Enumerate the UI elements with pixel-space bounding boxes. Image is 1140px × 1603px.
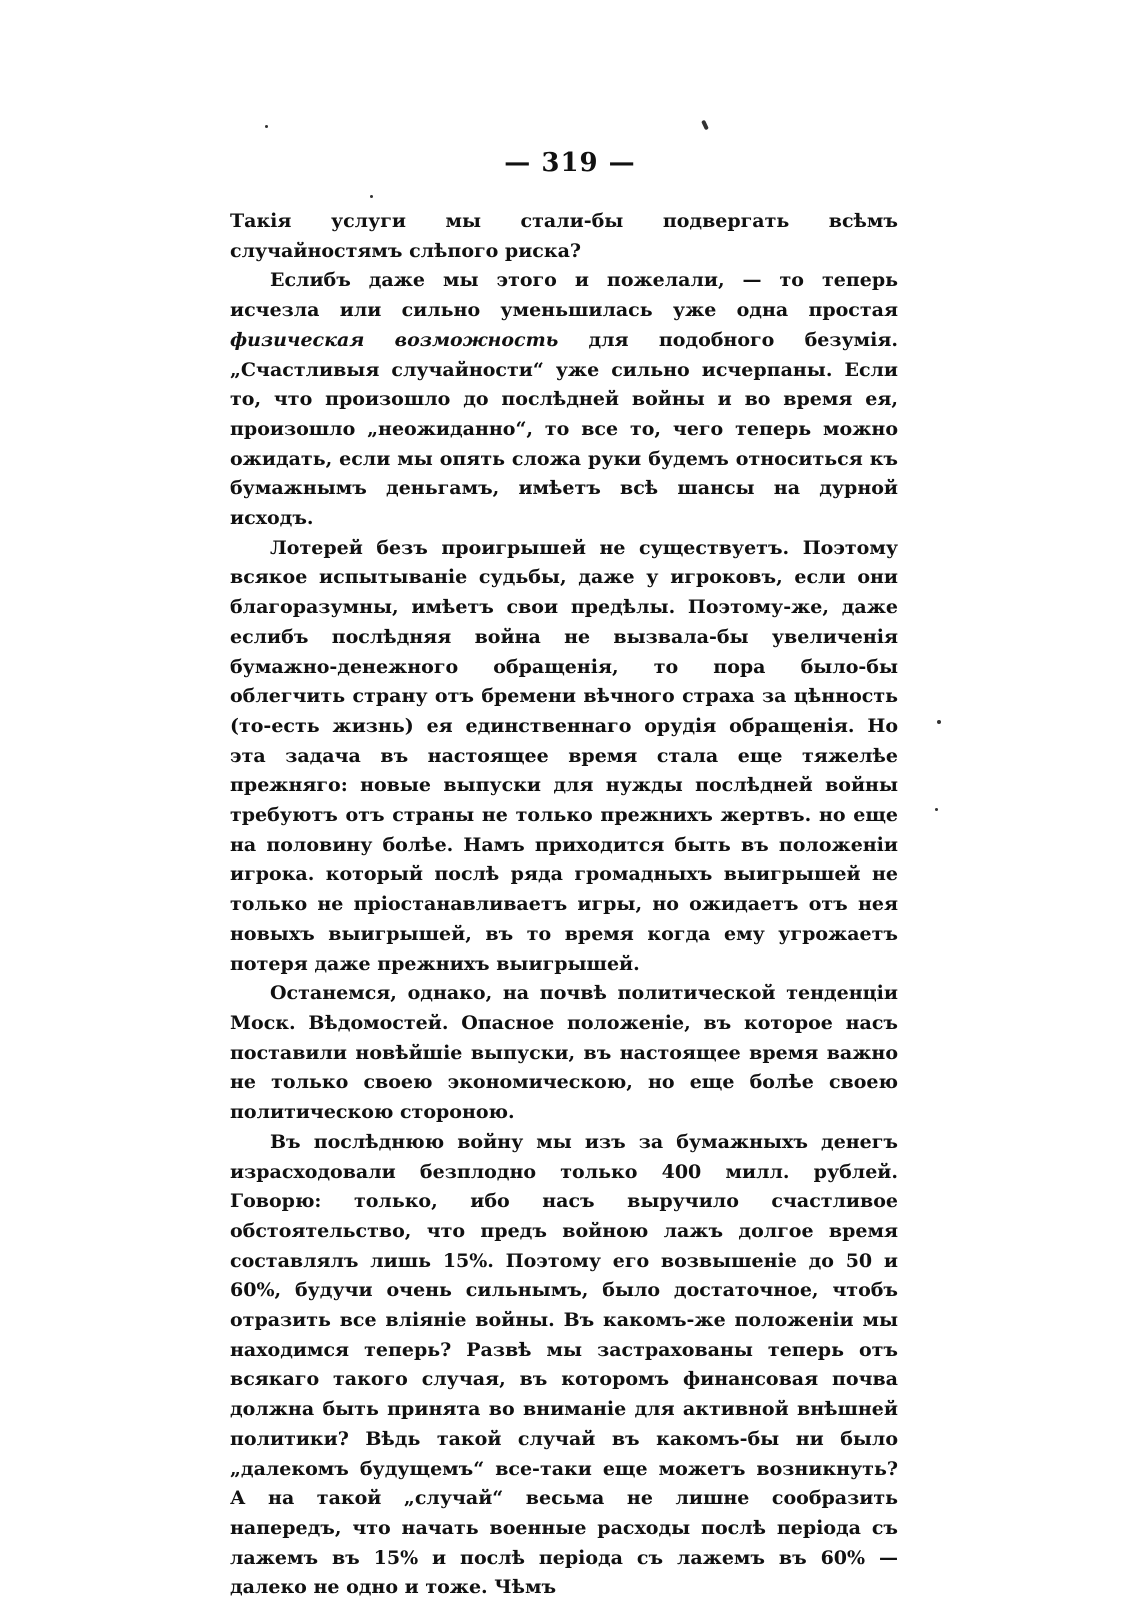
paragraph-text: для подобного безумія. „Счастливыя случайности“ уже сильно исчерпаны. Если то, что произошло до послѣдней войны и во время ея, произошло „неожиданно“, то все то, чего теперь можно ожидать, если мы опять сложа руки будемъ относиться къ бумажнымъ деньгамъ, имѣетъ всѣ шансы на дурной исходъ. bbox=[230, 328, 898, 530]
page-number: — 319 — bbox=[504, 148, 636, 178]
paragraph bbox=[230, 979, 898, 1128]
scan-speck bbox=[937, 720, 941, 724]
paragraph-text: Останемся, однако, на почвѣ политической тенденціи Моск. Вѣдомостей. Опасное положеніе, въ которое насъ поставили новѣйшіе выпуски, въ настоящее время важно не только своею экономическою, но еще болѣе своею политическою стороною. bbox=[230, 982, 898, 1124]
paragraph-text: Еслибъ даже мы этого и пожелали, — то теперь исчезла или сильно уменьшилась уже одна простая bbox=[230, 269, 898, 322]
scan-speck bbox=[370, 195, 373, 198]
paragraph-text: Въ послѣднюю войну мы изъ за бумажныхъ денегъ израсходовали безплодно только 400 милл. рублей. Говорю: только, ибо насъ выручило счастливое обстоятельство, что предъ войною лажъ долгое время составлялъ лишь 15%. Поэтому его возвышеніе до 50 и 60%, будучи очень сильнымъ, было достаточное, чтобъ отразить все вліяніе войны. Въ какомъ-же положеніи мы находимся теперь? Развѣ мы застрахованы теперь отъ всякаго такого случая, въ которомъ финансовая почва должна быть принята во вниманіе для активной внѣшней политики? Вѣдь такой случай въ какомъ-бы ни было „далекомъ будущемъ“ все-таки еще можетъ возникнуть? А на такой „случай“ весьма не лишне сообразить напередъ, что начать военные расходы послѣ періода съ лажемъ въ 15% и послѣ періода съ лажемъ въ 60% — далеко не одно и тоже. Чѣмъ bbox=[230, 1130, 898, 1599]
scan-speck bbox=[935, 808, 938, 811]
emphasis-text: физическая возможность bbox=[230, 328, 559, 351]
paragraph bbox=[230, 1128, 898, 1603]
paragraph bbox=[230, 534, 898, 980]
scan-speck bbox=[265, 125, 268, 128]
paragraph-text: Лотерей безъ проигрышей не существуетъ. Поэтому всякое испытываніе судьбы, даже у игроковъ, если они благоразумны, имѣетъ свои предѣлы. Поэтому-же, даже еслибъ послѣдняя война не вызвала-бы увеличенія бумажно-денежного обращенія, то пора было-бы облегчить страну отъ бремени вѣчного страха за цѣнность (то-есть жизнь) ея единственнаго орудія обращенія. Но эта задача въ настоящее время стала еще тяжелѣе прежняго: новые выпуски для нужды послѣдней войны требуютъ отъ страны не только прежнихъ жертвъ. но еще на половину болѣе. Намъ приходится быть въ положеніи игрока. который послѣ ряда громадныхъ выигрышей не только не пріостанавливаетъ игры, но ожидаетъ отъ нея новыхъ выигрышей, въ то время когда ему угрожаетъ потеря даже прежнихъ выигрышей. bbox=[230, 536, 898, 975]
paragraph bbox=[230, 266, 898, 533]
body-text bbox=[230, 207, 898, 1603]
paragraph-text: Такія услуги мы стали-бы подвергать всѣмъ случайностямъ слѣпого риска? bbox=[230, 210, 898, 262]
scan-speck bbox=[701, 120, 709, 131]
paragraph bbox=[230, 207, 898, 266]
